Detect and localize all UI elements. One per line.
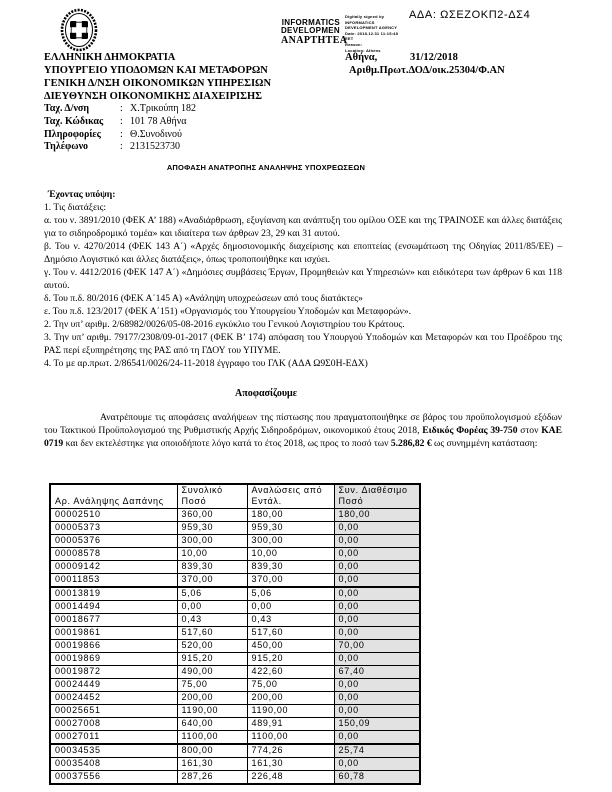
table-row [50, 587, 420, 601]
signature-line: DEVELOPMENT AGENCY [345, 25, 398, 31]
cell-commitment-number: 00019869 [50, 653, 177, 666]
cell-total-amount: 1190,00 [177, 705, 247, 718]
contact-label: Τηλέφωνο [44, 141, 89, 153]
cell-total-amount: 370,00 [177, 574, 247, 588]
cell-total-amount: 959,30 [177, 522, 247, 535]
signature-line: Reason: [345, 41, 363, 47]
preamble-item: β. Του ν. 4270/2014 (ΦΕΚ 143 Α΄) «Αρχές δημοσιονομικής διαχείρισης και εποπτείας (ενσωμάτωση της Οδηγίας 2011/85/ΕΕ) – Δημόσιο Λογιστικό και άλλες διατάξεις», όπως τροποποιήθηκε και ισχύει. [44, 241, 562, 265]
cell-consumed-by-orders: 300,00 [247, 535, 334, 548]
cell-consumed-by-orders: 161,30 [247, 758, 334, 771]
cell-commitment-number: 00027008 [50, 718, 177, 731]
cell-consumed-by-orders: 10,00 [247, 548, 334, 561]
cell-commitment-number: 00018677 [50, 614, 177, 627]
cell-available-amount: 70,00 [334, 640, 420, 653]
cell-available-amount: 0,00 [334, 535, 420, 548]
document-title: ΑΠΟΦΑΣΗ ΑΝΑΤΡΟΠΗΣ ΑΝΑΛΗΨΗΣ ΥΠΟΧΡΕΩΣΕΩΝ [166, 163, 366, 172]
cell-commitment-number: 00037556 [50, 771, 177, 785]
letterhead-contact [44, 103, 196, 154]
cell-total-amount: 915,20 [177, 653, 247, 666]
cell-commitment-number: 00024449 [50, 679, 177, 692]
cell-consumed-by-orders: 517,60 [247, 627, 334, 640]
table-row [50, 666, 420, 679]
table-row [50, 744, 420, 758]
cell-commitment-number: 00019861 [50, 627, 177, 640]
cell-total-amount: 75,00 [177, 679, 247, 692]
cell-total-amount: 300,00 [177, 535, 247, 548]
cell-total-amount: 1100,00 [177, 731, 247, 745]
kae-code: ΚΑΕ 0719 [44, 425, 562, 449]
header-commitment-number: Αρ. Ανάληψης Δαπάνης [50, 484, 177, 509]
stamp-line: DEVELOPMEN [280, 26, 340, 35]
cell-total-amount: 520,00 [177, 640, 247, 653]
decision-text: και δεν εκτελέστηκε για οποιοδήποτε λόγο κατά το έτος 2018, ως προς το ποσό των [63, 438, 391, 449]
anartitea-label: ΑΝΑΡΤΗΤΕΑ [281, 35, 348, 46]
preamble-item: γ. Του ν. 4412/2016 (ΦΕΚ 147 Α΄) «Δημόσιες συμβάσεις Έργων, Προμηθειών και Υπηρεσιών» και ειδικότερα των άρθρων 6 και 118 αυτού. [44, 267, 562, 291]
table-row [50, 614, 420, 627]
decision-text: ως συνημμένη κατάσταση: [431, 438, 538, 449]
table-row [50, 718, 420, 731]
table-row [50, 561, 420, 574]
preamble-section [44, 188, 562, 370]
obligations-table [49, 483, 421, 785]
table-row [50, 692, 420, 705]
date-line [345, 52, 458, 63]
org-line: ΕΛΛΗΝΙΚΗ ΔΗΜΟΚΡΑΤΙΑ [44, 52, 176, 63]
cell-total-amount: 200,00 [177, 692, 247, 705]
cell-commitment-number: 00034535 [50, 744, 177, 758]
cell-commitment-number: 00013819 [50, 587, 177, 601]
contact-separator: : [120, 141, 123, 153]
cell-available-amount: 0,00 [334, 548, 420, 561]
cell-consumed-by-orders: 226,48 [247, 771, 334, 785]
decision-paragraph [44, 411, 562, 450]
table-row [50, 771, 420, 785]
cell-consumed-by-orders: 0,00 [247, 601, 334, 614]
cell-consumed-by-orders: 774,26 [247, 744, 334, 758]
cell-available-amount: 25,74 [334, 744, 420, 758]
table-row [50, 601, 420, 614]
cell-consumed-by-orders: 180,00 [247, 509, 334, 522]
cell-commitment-number: 00002510 [50, 509, 177, 522]
preamble-item: 3. Την υπ’ αριθμ. 79177/2308/09-01-2017 (ΦΕΚ Β’ 174) απόφαση του Υπουργού Υποδομών και Μεταφορών και του Προέδρου της ΡΑΣ περί εξυπηρέτησης της ΡΑΣ από τη ΓΔΟΥ του ΥΠΥΜΕ. [44, 332, 562, 356]
contact-label: Ταχ. Κώδικας [44, 115, 104, 127]
cell-available-amount: 0,00 [334, 731, 420, 745]
cell-available-amount: 0,00 [334, 574, 420, 588]
cell-commitment-number: 00005376 [50, 535, 177, 548]
letterhead-organization [44, 51, 271, 103]
cell-commitment-number: 00024452 [50, 692, 177, 705]
decision-heading: Αποφασίζουμε [235, 388, 297, 399]
cell-commitment-number: 00027011 [50, 731, 177, 745]
cell-total-amount: 517,60 [177, 627, 247, 640]
cell-available-amount: 0,00 [334, 679, 420, 692]
cell-consumed-by-orders: 450,00 [247, 640, 334, 653]
cell-consumed-by-orders: 489,91 [247, 718, 334, 731]
preamble-item: α. του ν. 3891/2010 (ΦΕΚ Α’ 188) «Αναδιάρθρωση, εξυγίανση και ανάπτυξη του ομίλου ΟΣΕ και της ΤΡΑΙΝΟΣΕ και άλλες διατάξεις για το σιδηροδρομικό τομέα» και ιδιαίτερα των άρθρων 23, 29 και 31 αυτού. [44, 215, 562, 239]
cell-available-amount: 0,00 [334, 692, 420, 705]
cell-available-amount: 0,00 [334, 627, 420, 640]
org-line: ΔΙΕΥΘΥΝΣΗ ΟΙΚΟΝΟΜΙΚΗΣ ΔΙΑΧΕΙΡΙΣΗΣ [44, 91, 263, 102]
preamble-heading: Έχοντας υπόψη: [48, 189, 116, 200]
table-row [50, 705, 420, 718]
cell-commitment-number: 00005373 [50, 522, 177, 535]
cell-available-amount: 150,09 [334, 718, 420, 731]
signature-line: Date: 2018.12.31 11:15:48 [345, 30, 399, 36]
cell-commitment-number: 00011853 [50, 574, 177, 588]
preamble-item: 2. Την υπ’ αριθμ. 2/68982/0026/05-08-2016 εγκύκλιο του Γενικού Λογιστηρίου του Κράτους. [44, 319, 405, 330]
cell-commitment-number: 00025651 [50, 705, 177, 718]
contact-row-postcode [44, 116, 196, 129]
org-line: ΓΕΝΙΚΗ Δ/ΝΣΗ ΟΙΚΟΝΟΜΙΚΩΝ ΥΠΗΡΕΣΙΩΝ [44, 78, 272, 89]
cell-total-amount: 10,00 [177, 548, 247, 561]
table-row [50, 522, 420, 535]
ada-code: ΑΔΑ: ΩΣΕΖΟΚΠ2-ΔΣ4 [409, 9, 531, 21]
table-row [50, 548, 420, 561]
table-row [50, 535, 420, 548]
cell-consumed-by-orders: 1190,00 [247, 705, 334, 718]
cell-commitment-number: 00009142 [50, 561, 177, 574]
cell-available-amount: 0,00 [334, 653, 420, 666]
contact-separator: : [120, 103, 123, 114]
table-row [50, 731, 420, 745]
cell-consumed-by-orders: 1100,00 [247, 731, 334, 745]
header-consumed-by-orders: Αναλώσεις από Εντάλ. [247, 484, 334, 509]
cell-consumed-by-orders: 75,00 [247, 679, 334, 692]
table-row [50, 679, 420, 692]
table-header-row [50, 484, 420, 509]
cell-available-amount: 67,40 [334, 666, 420, 679]
contact-separator: : [120, 115, 123, 127]
table-row [50, 653, 420, 666]
cell-total-amount: 0,00 [177, 601, 247, 614]
protocol-number: Αριθμ.Πρωτ.ΔΟΔ/οικ.25304/Φ.ΑΝ [349, 65, 505, 76]
cell-consumed-by-orders: 839,30 [247, 561, 334, 574]
signature-line: Digitally signed by [345, 14, 385, 19]
cell-commitment-number: 00035408 [50, 758, 177, 771]
signature-line: Location: Athens [345, 47, 381, 53]
table-row [50, 509, 420, 522]
table-row [50, 758, 420, 771]
cell-commitment-number: 00008578 [50, 548, 177, 561]
signature-line: EET [345, 36, 354, 42]
stamp-line: INFORMATICS [281, 18, 340, 27]
preamble-item: 1. Τις διατάξεις: [44, 202, 107, 213]
preamble-item: δ. Του π.δ. 80/2016 (ΦΕΚ Α΄145 Α) «Ανάληψη υποχρεώσεων από τους διατάκτες» [44, 293, 363, 304]
contact-label: Ταχ. Δ/νση [44, 103, 90, 114]
cell-total-amount: 360,00 [177, 509, 247, 522]
city-label: Αθήνα, [345, 52, 378, 63]
cell-total-amount: 161,30 [177, 758, 247, 771]
special-entity-code: Ειδικός Φορέας 39-750 [422, 425, 518, 436]
header-total-amount: Συνολικό Ποσό [177, 484, 247, 509]
digital-signature-details [345, 14, 425, 53]
cell-available-amount: 0,00 [334, 561, 420, 574]
cell-available-amount: 60,78 [334, 771, 420, 785]
table-row [50, 627, 420, 640]
cell-commitment-number: 00014494 [50, 601, 177, 614]
cell-available-amount: 0,00 [334, 587, 420, 601]
obligations-table-header [50, 484, 420, 509]
cell-total-amount: 0,43 [177, 614, 247, 627]
cell-commitment-number: 00019866 [50, 640, 177, 653]
cell-available-amount: 180,00 [334, 509, 420, 522]
cell-consumed-by-orders: 422,60 [247, 666, 334, 679]
preamble-item: 4. Το με αρ.πρωτ. 2/86541/0026/24-11-2018 έγγραφο του ΓΛΚ (ΑΔΑ Ω9Σ0Η-ΕΔΧ) [44, 358, 368, 369]
cell-total-amount: 5,06 [177, 587, 247, 601]
header-available-amount: Συν. Διαθέσιμο Ποσό [334, 484, 420, 509]
cell-consumed-by-orders: 959,30 [247, 522, 334, 535]
preamble-item: ε. Του π.δ. 123/2017 (ΦΕΚ Α΄151) «Οργανισμός του Υπουργείου Υποδομών και Μεταφορών». [44, 306, 412, 317]
cell-available-amount: 0,00 [334, 614, 420, 627]
contact-row-address [44, 103, 196, 116]
obligations-table-body [50, 509, 420, 785]
cell-total-amount: 287,26 [177, 771, 247, 785]
contact-value: Χ.Τρικούπη 182 [130, 103, 197, 114]
cell-total-amount: 800,00 [177, 744, 247, 758]
contact-separator: : [120, 128, 123, 140]
decision-text: στον [517, 425, 542, 436]
contact-value: 2131523730 [130, 141, 180, 153]
cell-available-amount: 0,00 [334, 601, 420, 614]
table-row [50, 640, 420, 653]
cell-consumed-by-orders: 5,06 [247, 587, 334, 601]
contact-value: 101 78 Αθήνα [130, 115, 187, 127]
cell-consumed-by-orders: 0,43 [247, 614, 334, 627]
cell-consumed-by-orders: 200,00 [247, 692, 334, 705]
cell-total-amount: 640,00 [177, 718, 247, 731]
decision-text: Ανατρέπουμε τις αποφάσεις αναλήψεων της πίστωσης που πραγματοποιήθηκε σε βάρος του προϋπολογισμού εξόδων του Τακτικού Προϋπολογισμού της Ρυθμιστικής Αρχής Σιδηροδρόμων, οικονομικού έτους 2018, [44, 412, 562, 436]
cell-available-amount: 0,00 [334, 705, 420, 718]
contact-row-phone [44, 141, 196, 154]
cell-consumed-by-orders: 370,00 [247, 574, 334, 588]
cell-available-amount: 0,00 [334, 758, 420, 771]
cell-commitment-number: 00019872 [50, 666, 177, 679]
contact-row-information [44, 129, 196, 142]
cell-available-amount: 0,00 [334, 522, 420, 535]
total-amount: 5.286,82 € [390, 438, 432, 449]
document-date: 31/12/2018 [410, 52, 458, 63]
cell-total-amount: 490,00 [177, 666, 247, 679]
table-row [50, 574, 420, 588]
signature-line: INFORMATICS [345, 19, 375, 25]
cell-total-amount: 839,30 [177, 561, 247, 574]
diavgeia-stamp [240, 19, 340, 35]
org-line: ΥΠΟΥΡΓΕΙΟ ΥΠΟΔΟΜΩΝ ΚΑΙ ΜΕΤΑΦΟΡΩΝ [44, 65, 268, 76]
cell-consumed-by-orders: 915,20 [247, 653, 334, 666]
contact-value: Θ.Συνοδινού [130, 128, 182, 140]
contact-label: Πληροφορίες [44, 128, 101, 140]
